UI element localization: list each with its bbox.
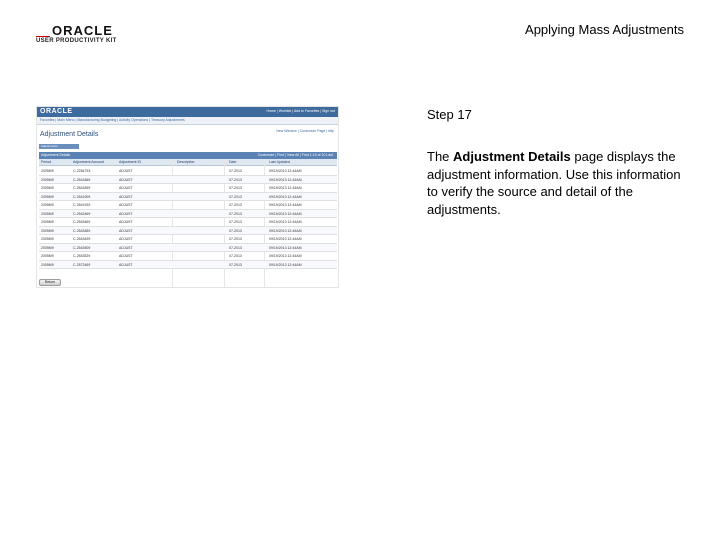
grid-column-headers bbox=[39, 159, 337, 166]
cell-adjustment-id: ADJUST bbox=[119, 228, 133, 233]
column-header-period[interactable]: Period bbox=[41, 160, 52, 164]
cell-account[interactable]: C-2254793 bbox=[73, 169, 91, 173]
logo-accent-line bbox=[36, 36, 50, 37]
cell-period: 2005M9 bbox=[41, 186, 54, 190]
grid-navigation[interactable]: Customize | Find | View All | First 1-10 of 10 Last bbox=[257, 153, 333, 157]
cell-period: 2005M9 bbox=[41, 262, 54, 267]
table-row bbox=[39, 184, 337, 193]
cell-last-updated: 09/19/2013 12:44AM bbox=[269, 194, 302, 199]
table-row bbox=[39, 261, 337, 270]
cell-period: 2005M9 bbox=[41, 203, 54, 207]
nav-item[interactable]: Manufacturing Budgeting bbox=[77, 118, 117, 122]
cell-adjustment-id: ADJUST bbox=[119, 211, 133, 216]
grid-label: Adjustment Details bbox=[41, 153, 71, 157]
cell-last-updated: 09/19/2013 12:44AM bbox=[269, 169, 302, 173]
step-description bbox=[427, 148, 687, 218]
cell-last-updated: 09/19/2013 12:44AM bbox=[269, 177, 302, 182]
cell-adjustment-id: ADJUST bbox=[119, 203, 133, 207]
table-row bbox=[39, 176, 337, 185]
cell-adjustment-id: ADJUST bbox=[119, 169, 133, 173]
cell-date: 07-2013 bbox=[229, 220, 242, 224]
description-prefix: The bbox=[427, 149, 454, 164]
step-label: Step 17 bbox=[427, 107, 472, 122]
cell-period: 2005M9 bbox=[41, 254, 54, 258]
cell-date: 07-2013 bbox=[229, 245, 242, 250]
cell-period: 2005M9 bbox=[41, 211, 54, 216]
cell-adjustment-id: ADJUST bbox=[119, 194, 133, 199]
nav-item[interactable]: Treasury Adjustments bbox=[151, 118, 185, 122]
signout-link[interactable]: Sign out bbox=[322, 109, 335, 113]
cell-account[interactable]: C-2543509 bbox=[73, 245, 91, 250]
cell-account[interactable]: C-2572469 bbox=[73, 262, 91, 267]
cell-last-updated: 09/19/2013 12:44AM bbox=[269, 245, 302, 250]
cell-date: 07-2013 bbox=[229, 169, 242, 173]
screenshot-thumbnail bbox=[36, 106, 339, 288]
cell-period: 2005M9 bbox=[41, 169, 54, 173]
cell-adjustment-id: ADJUST bbox=[119, 245, 133, 250]
cell-date: 07-2013 bbox=[229, 194, 242, 199]
cell-last-updated: 09/19/2013 12:44AM bbox=[269, 211, 302, 216]
logo-brand: ORACLE bbox=[52, 23, 113, 38]
cell-adjustment-id: ADJUST bbox=[119, 237, 133, 241]
cell-period: 2005M9 bbox=[41, 228, 54, 233]
column-header-description[interactable]: Description bbox=[177, 160, 195, 164]
cell-account[interactable]: C-2541909 bbox=[73, 194, 91, 199]
cell-adjustment-id: ADJUST bbox=[119, 254, 133, 258]
cell-adjustment-id: ADJUST bbox=[119, 220, 133, 224]
table-row bbox=[39, 167, 337, 176]
cell-date: 07-2013 bbox=[229, 211, 242, 216]
cell-adjustment-id: ADJUST bbox=[119, 186, 133, 190]
nav-item[interactable]: Favorites bbox=[40, 118, 55, 122]
cell-date: 07-2013 bbox=[229, 262, 242, 267]
cell-last-updated: 09/19/2013 12:44AM bbox=[269, 186, 302, 190]
cell-date: 07-2013 bbox=[229, 254, 242, 258]
cell-last-updated: 09/19/2013 12:44AM bbox=[269, 220, 302, 224]
table-row bbox=[39, 210, 337, 219]
document-title: Applying Mass Adjustments bbox=[525, 22, 684, 37]
cell-date: 07-2013 bbox=[229, 186, 242, 190]
cell-account[interactable]: C-2541869 bbox=[73, 177, 91, 182]
home-link[interactable]: Home bbox=[266, 109, 276, 113]
cell-account[interactable]: C-2543529 bbox=[73, 254, 91, 258]
cell-period: 2005M9 bbox=[41, 194, 54, 199]
upk-logo bbox=[36, 24, 126, 48]
grid-header-bar bbox=[39, 152, 337, 159]
http-link[interactable]: http bbox=[328, 129, 334, 133]
cell-last-updated: 09/19/2013 12:44AM bbox=[269, 237, 302, 241]
table-row bbox=[39, 227, 337, 236]
description-suffix: page displays the adjustment information. Use this information to verify the source and detail of the adjustments. bbox=[427, 149, 681, 217]
app-brand: ORACLE bbox=[40, 108, 73, 115]
table-row bbox=[39, 193, 337, 202]
grid-rows bbox=[39, 167, 337, 269]
table-row bbox=[39, 235, 337, 244]
cell-account[interactable]: C-2543489 bbox=[73, 228, 91, 233]
column-header-last-updated[interactable]: Last Updated bbox=[269, 160, 290, 164]
cell-last-updated: 09/19/2013 12:44AM bbox=[269, 228, 302, 233]
description-bold: Adjustment Details bbox=[453, 149, 571, 164]
worklist-link[interactable]: Worklist bbox=[278, 109, 292, 113]
cell-adjustment-id: ADJUST bbox=[119, 262, 133, 267]
cell-last-updated: 09/19/2013 12:44AM bbox=[269, 203, 302, 207]
cell-date: 07-2013 bbox=[229, 177, 242, 182]
cell-last-updated: 09/19/2013 12:44AM bbox=[269, 254, 302, 258]
cell-period: 2005M9 bbox=[41, 237, 54, 241]
cell-account[interactable]: C-2542469 bbox=[73, 211, 91, 216]
cell-period: 2005M9 bbox=[41, 177, 54, 182]
nav-items: Favorites | Main Menu | Manufacturing Budgeting | Activity Operations | Treasury Adjustments bbox=[40, 118, 185, 122]
cell-account[interactable]: C-2543499 bbox=[73, 237, 91, 241]
logo-product: USER PRODUCTIVITY KIT bbox=[36, 38, 117, 44]
nav-item[interactable]: Main Menu bbox=[57, 118, 75, 122]
cell-adjustment-id: ADJUST bbox=[119, 177, 133, 182]
table-row bbox=[39, 252, 337, 261]
column-header-account[interactable]: Adjustment Account bbox=[73, 160, 104, 164]
cell-account[interactable]: C-2541929 bbox=[73, 203, 91, 207]
customize-page-link[interactable]: Customize Page bbox=[299, 129, 326, 133]
cell-account[interactable]: C-2541899 bbox=[73, 186, 91, 190]
cell-account[interactable]: C-2543469 bbox=[73, 220, 91, 224]
favorites-link[interactable]: Add to Favorites bbox=[293, 109, 320, 113]
column-header-adjustment-id[interactable]: Adjustment ID bbox=[119, 160, 141, 164]
cell-period: 2005M9 bbox=[41, 220, 54, 224]
table-row bbox=[39, 218, 337, 227]
nav-item[interactable]: Activity Operations bbox=[119, 118, 149, 122]
return-button[interactable]: Return bbox=[39, 279, 61, 286]
cell-date: 07-2013 bbox=[229, 237, 242, 241]
table-row bbox=[39, 201, 337, 210]
page-tools: New Window | Customize Page | http bbox=[276, 129, 334, 133]
cell-date: 07-2013 bbox=[229, 203, 242, 207]
breadcrumb[interactable]: Adjustments bbox=[39, 144, 79, 149]
cell-period: 2005M9 bbox=[41, 245, 54, 250]
header-links: Home | Worklist | Add to Favorites | Sign out bbox=[266, 109, 335, 113]
new-window-link[interactable]: New Window bbox=[276, 129, 297, 133]
cell-last-updated: 09/19/2013 12:44AM bbox=[269, 262, 302, 267]
column-header-date[interactable]: Date bbox=[229, 160, 237, 164]
app-page-title: Adjustment Details bbox=[40, 131, 99, 138]
cell-date: 07-2013 bbox=[229, 228, 242, 233]
table-row bbox=[39, 244, 337, 253]
